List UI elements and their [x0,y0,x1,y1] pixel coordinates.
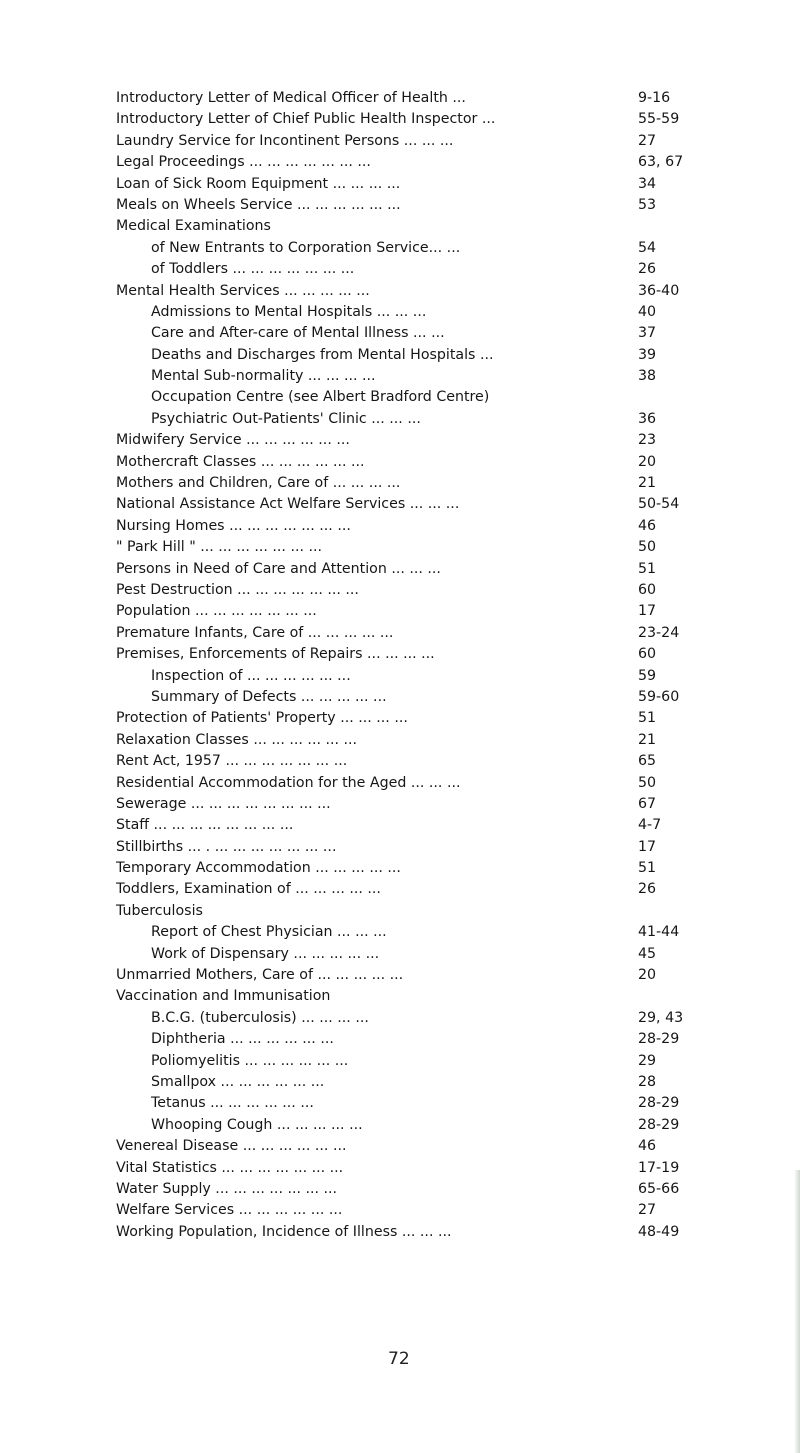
index-entry [116,965,712,986]
entry-label: Tuberculosis [116,902,203,919]
entry-pages: 46 [638,1138,657,1155]
entry-label: Working Population, Incidence of Illness ... ... ... [116,1223,452,1240]
entry-label: of Toddlers ... ... ... ... ... ... ... [151,261,355,278]
entry-label: Laundry Service for Incontinent Persons ... ... ... [116,132,454,149]
index-entry [116,1222,712,1243]
entry-pages: 20 [638,967,657,984]
index-entry [116,559,712,580]
index-subentry [116,302,712,323]
index-subentry [116,1008,712,1029]
entry-label: Smallpox ... ... ... ... ... ... [151,1073,325,1090]
index-subentry [116,366,712,387]
entry-pages: 50 [638,774,657,791]
index-subentry [116,1029,712,1050]
entry-pages: 29 [638,1052,657,1069]
entry-pages: 17 [638,838,657,855]
entry-label: Work of Dispensary ... ... ... ... ... [151,945,380,962]
entry-pages: 51 [638,860,657,877]
entry-label: Diphtheria ... ... ... ... ... ... [151,1031,334,1048]
index-subentry [116,687,712,708]
entry-pages: 23 [638,432,657,449]
entry-label: Meals on Wheels Service ... ... ... ... ... ... [116,196,401,213]
entry-label: Protection of Patients' Property ... ... ... ... [116,710,408,727]
entry-label: Rent Act, 1957 ... ... ... ... ... ... ... [116,753,348,770]
entry-label: Population ... ... ... ... ... ... ... [116,603,317,620]
entry-label: Vital Statistics ... ... ... ... ... ... ... [116,1159,344,1176]
index-entry [116,580,712,601]
index-entry [116,708,712,729]
entry-label: Toddlers, Examination of ... ... ... ... ... [116,881,381,898]
entry-pages: 29, 43 [638,1009,684,1026]
entry-label: " Park Hill " ... ... ... ... ... ... ... [116,539,323,556]
entry-pages: 34 [638,175,657,192]
entry-pages: 67 [638,795,657,812]
index-entry [116,109,712,130]
entry-pages: 40 [638,303,657,320]
index-entry [116,516,712,537]
entry-label: Care and After-care of Mental Illness ... ... [151,325,445,342]
entry-pages: 39 [638,346,657,363]
index-entry [116,858,712,879]
entry-label: Mothers and Children, Care of ... ... ... ... [116,475,401,492]
entry-label: Medical Examinations [116,218,271,235]
entry-label: Relaxation Classes ... ... ... ... ... ... [116,731,358,748]
entry-label: Summary of Defects ... ... ... ... ... [151,688,387,705]
index-subentry [116,1072,712,1093]
entry-pages: 28-29 [638,1031,680,1048]
entry-pages: 63, 67 [638,154,684,171]
entry-pages: 27 [638,1202,657,1219]
index-entry [116,751,712,772]
entry-label: Admissions to Mental Hospitals ... ... ... [151,303,427,320]
index-list [116,88,712,1243]
scan-edge-shadow [794,1170,800,1453]
index-entry [116,88,712,109]
entry-label: Legal Proceedings ... ... ... ... ... ... ... [116,154,371,171]
index-entry [116,837,712,858]
index-entry [116,815,712,836]
entry-pages: 51 [638,560,657,577]
index-entry [116,430,712,451]
entry-pages: 51 [638,710,657,727]
entry-pages: 45 [638,945,657,962]
entry-label: Sewerage ... ... ... ... ... ... ... ... [116,795,331,812]
index-entry [116,174,712,195]
entry-pages: 17-19 [638,1159,680,1176]
index-entry [116,195,712,216]
entry-pages: 28-29 [638,1116,680,1133]
entry-label: Mothercraft Classes ... ... ... ... ... ... [116,453,365,470]
index-subentry [116,1051,712,1072]
entry-label: Pest Destruction ... ... ... ... ... ... ... [116,581,359,598]
entry-pages: 50-54 [638,496,680,513]
entry-label: B.C.G. (tuberculosis) ... ... ... ... [151,1009,369,1026]
index-subentry [116,387,712,408]
entry-label: Report of Chest Physician ... ... ... [151,924,387,941]
entry-label: Welfare Services ... ... ... ... ... ... [116,1202,343,1219]
entry-label: Residential Accommodation for the Aged ... ... ... [116,774,461,791]
index-subentry [116,944,712,965]
index-subentry [116,666,712,687]
index-entry [116,1158,712,1179]
entry-pages: 65 [638,753,657,770]
index-entry [116,986,712,1007]
entry-pages: 53 [638,196,657,213]
index-entry [116,281,712,302]
entry-label: Loan of Sick Room Equipment ... ... ... ... [116,175,401,192]
entry-label: Introductory Letter of Medical Officer of Health ... [116,90,466,106]
entry-pages: 48-49 [638,1223,680,1240]
entry-label: Psychiatric Out-Patients' Clinic ... ... ... [151,410,421,427]
index-subentry [116,922,712,943]
entry-label: Poliomyelitis ... ... ... ... ... ... [151,1052,349,1069]
entry-label: Midwifery Service ... ... ... ... ... ... [116,432,350,449]
entry-pages: 55-59 [638,111,680,128]
entry-pages: 54 [638,239,657,256]
entry-pages: 9-16 [638,90,671,106]
entry-label: Unmarried Mothers, Care of ... ... ... ... ... [116,967,404,984]
entry-pages: 59 [638,667,657,684]
entry-label: Water Supply ... ... ... ... ... ... ... [116,1180,338,1197]
index-entry [116,644,712,665]
entry-pages: 59-60 [638,688,680,705]
index-entry [116,152,712,173]
entry-pages: 26 [638,881,657,898]
index-entry [116,131,712,152]
entry-label: Persons in Need of Care and Attention ... ... ... [116,560,441,577]
index-subentry [116,345,712,366]
entry-pages: 26 [638,261,657,278]
entry-label: Vaccination and Immunisation [116,988,331,1005]
entry-pages: 65-66 [638,1180,680,1197]
entry-pages: 4-7 [638,817,662,834]
entry-pages: 36 [638,410,657,427]
entry-label: Venereal Disease ... ... ... ... ... ... [116,1138,347,1155]
entry-pages: 27 [638,132,657,149]
entry-label: Staff ... ... ... ... ... ... ... ... [116,817,294,834]
index-subentry [116,409,712,430]
page-number: 72 [388,1349,410,1369]
entry-label: Mental Sub-normality ... ... ... ... [151,368,376,385]
index-entry [116,794,712,815]
entry-pages: 50 [638,539,657,556]
index-entry [116,623,712,644]
index-entry [116,601,712,622]
entry-pages: 60 [638,646,657,663]
entry-pages: 17 [638,603,657,620]
index-subentry [116,323,712,344]
entry-pages: 20 [638,453,657,470]
index-entry [116,901,712,922]
index-entry [116,1136,712,1157]
index-subentry [116,259,712,280]
entry-label: Stillbirths ... . ... ... ... ... ... ... ... [116,838,337,855]
entry-label: of New Entrants to Corporation Service... ... [151,239,461,256]
entry-pages: 41-44 [638,924,680,941]
entry-label: Whooping Cough ... ... ... ... ... [151,1116,363,1133]
entry-pages: 37 [638,325,657,342]
index-entry [116,452,712,473]
entry-pages: 28 [638,1073,657,1090]
index-entry [116,1200,712,1221]
index-entry [116,216,712,237]
entry-label: Deaths and Discharges from Mental Hospitals ... [151,346,494,363]
index-entry [116,473,712,494]
entry-label: Temporary Accommodation ... ... ... ... ... [116,860,401,877]
index-entry [116,494,712,515]
entry-label: Introductory Letter of Chief Public Health Inspector ... [116,111,496,128]
entry-label: Nursing Homes ... ... ... ... ... ... ... [116,517,351,534]
index-entry [116,537,712,558]
entry-pages: 38 [638,368,657,385]
entry-label: Tetanus ... ... ... ... ... ... [151,1095,314,1112]
entry-pages: 21 [638,731,657,748]
index-subentry [116,1115,712,1136]
entry-label: Premises, Enforcements of Repairs ... ... ... ... [116,646,435,663]
entry-pages: 21 [638,475,657,492]
entry-pages: 28-29 [638,1095,680,1112]
entry-pages: 46 [638,517,657,534]
entry-label: Occupation Centre (see Albert Bradford Centre) [151,389,490,406]
entry-pages: 23-24 [638,624,680,641]
index-subentry [116,1093,712,1114]
index-entry [116,773,712,794]
index-entry [116,730,712,751]
index-entry [116,879,712,900]
entry-pages: 36-40 [638,282,680,299]
index-subentry [116,238,712,259]
entry-label: Inspection of ... ... ... ... ... ... [151,667,351,684]
index-entry [116,1179,712,1200]
entry-pages: 60 [638,581,657,598]
entry-label: Mental Health Services ... ... ... ... ... [116,282,370,299]
entry-label: Premature Infants, Care of ... ... ... ... ... [116,624,394,641]
entry-label: National Assistance Act Welfare Services ... ... ... [116,496,460,513]
